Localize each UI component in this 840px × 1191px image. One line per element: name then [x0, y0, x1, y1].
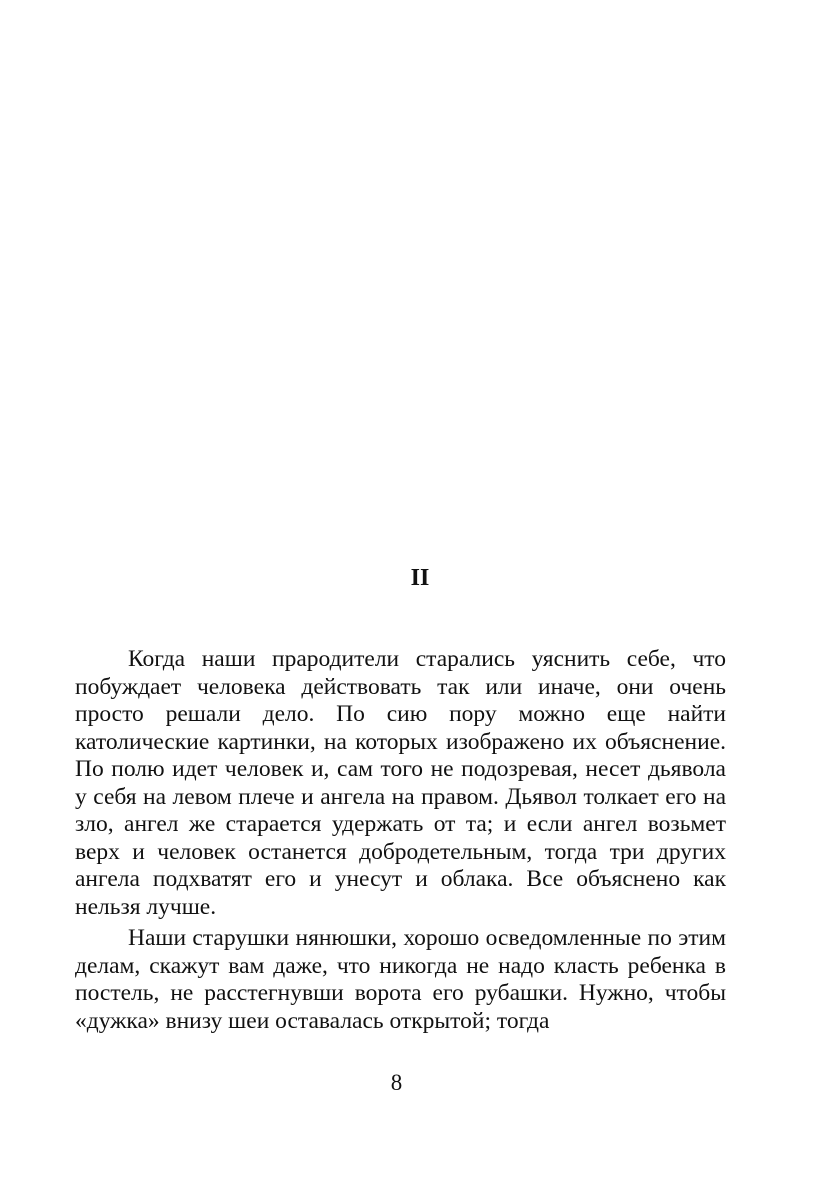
paragraph: Когда наши прародители старались уяснить себе, что побуждает человека действовать так или иначе, они очень просто решали дело. По сию пору можно еще найти католические картинки, на которых изображено их объяснение. По полю идет человек и, сам того не подозревая, несет дьявола у себя на левом плече и ангела на правом. Дьявол толкает его на зло, ангел же старается удержать от та; и если ангел возьмет верх и человек останется добродетельным, тогда три других ангела подхватят его и унесут и облака. Все объяснено как нельзя лучше. [75, 646, 726, 920]
chapter-heading: II [410, 565, 430, 591]
page-number: 8 [390, 1070, 403, 1095]
body-text [75, 646, 726, 1035]
paragraph: Наши старушки нянюшки, хорошо осведомленные по этим делам, скажут вам даже, что никогда не надо класть ребенка в постель, не расстегнувши ворота его рубашки. Нужно, чтобы «дужка» внизу шеи оставалась открытой; тогда [75, 925, 726, 1034]
